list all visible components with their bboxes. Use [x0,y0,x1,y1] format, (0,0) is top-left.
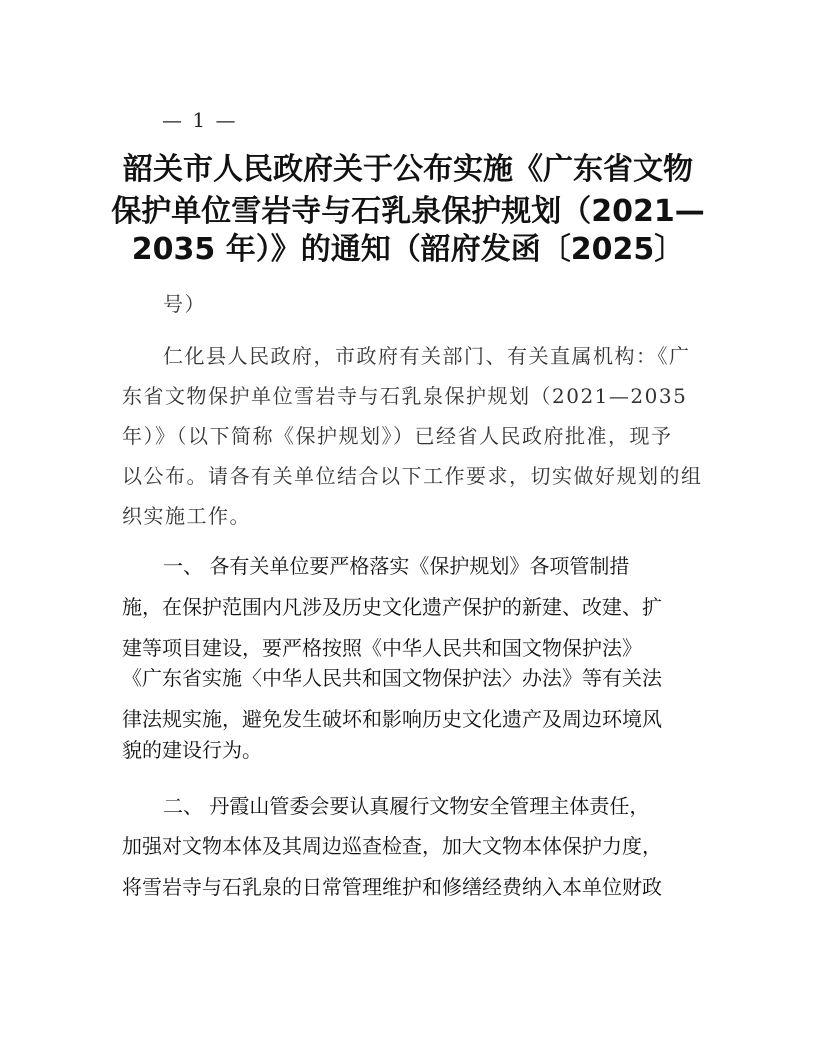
section-1-line: 貌的建设行为。 [122,738,262,762]
title-line-1: 韶关市人民政府关于公布实施《广东省文物 [123,152,693,187]
section-2-line: 二、 丹霞山管委会要认真履行文物安全管理主体责任， [163,794,650,818]
section-2-line: 加强对文物本体及其周边巡查检查，加大文物本体保护力度， [122,834,662,858]
document-number-suffix: 号） [163,292,206,316]
title-line-3: 2035 年）》的通知（韶府发函〔2025〕 [131,232,685,267]
intro-line: 以公布。请各有关单位结合以下工作要求，切实做好规划的组 [122,464,703,488]
intro-line: 年）》（以下简称《保护规划》）已经省人民政府批准，现予 [122,424,673,448]
section-1-line: 一、 各有关单位要严格落实《保护规划》各项管制措 [163,554,630,578]
section-1-line: 建等项目建设，要严格按照《中华人民共和国文物保护法》 [122,636,642,660]
section-1-line: 《广东省实施〈中华人民共和国文物保护法〉办法》等有关法 [122,666,662,690]
title-line-2: 保护单位雪岩寺与石乳泉保护规划（2021— [111,194,705,229]
section-1-line: 律法规实施，避免发生破坏和影响历史文化遗产及周边环境风 [122,707,662,731]
section-1-line: 施，在保护范围内凡涉及历史文化遗产保护的新建、改建、扩 [122,595,662,619]
section-2-line: 将雪岩寺与石乳泉的日常管理维护和修缮经费纳入本单位财政 [122,875,662,899]
page-number: — 1 — [162,108,238,132]
intro-line: 织实施工作。 [122,504,251,528]
intro-line: 东省文物保护单位雪岩寺与石乳泉保护规划（2021—2035 [122,384,688,408]
intro-line: 仁化县人民政府，市政府有关部门、有关直属机构：《广 [163,344,691,368]
